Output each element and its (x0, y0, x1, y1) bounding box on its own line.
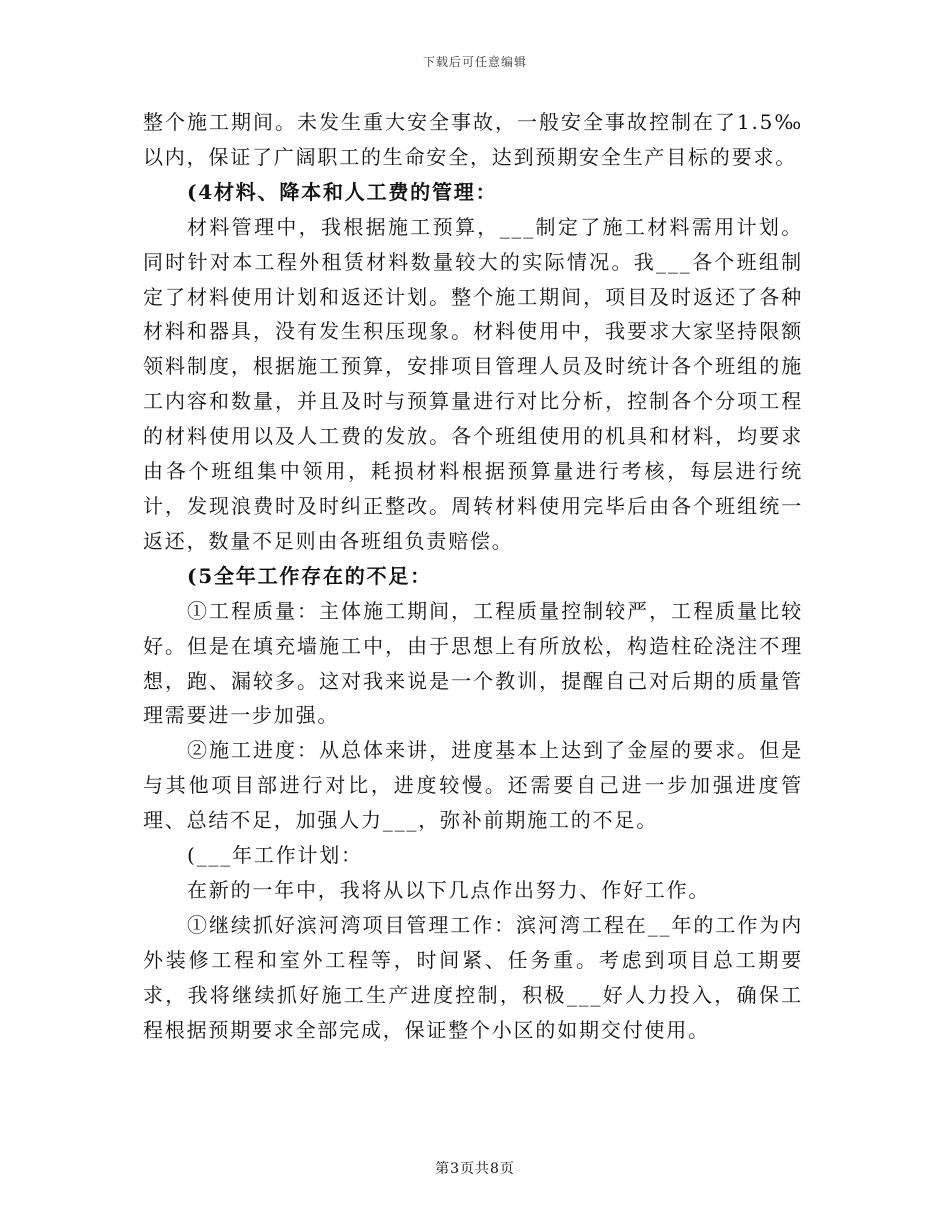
page-header: 下载后可任意编辑 (422, 55, 527, 69)
paragraph-plan-intro: 在新的一年中，我将从以下几点作出努力、作好工作。 (187, 877, 711, 902)
section-heading-plan: (___年工作计划： (187, 843, 363, 868)
paragraph-materials: 材料管理中，我根据施工预算，___制定了施工材料需用计划。同时针对本工程外租赁材料数量较大的实际情况。我___各个班组制定了材料使用计划和返还计划。整个施工期间，项目及时返还了各种材料和器具，没有发生积压现象。材料使用中，我要求大家坚持限额领料制度，根据施工预算，安排项目管理人员及时统计各个班组的施工内容和数量，并且及时与预算量进行对比分析，控制各个分项工程的材料使用以及人工费的发放。各个班组使用的机具和材料，均要求由各个班组集中领用，耗损材料根据预算量进行考核，每层进行统计，发现浪费时及时纠正整改。周转材料使用完毕后由各个班组统一返还，数量不足则由各班组负责赔偿。 (143, 214, 803, 553)
section-heading-5: (5全年工作存在的不足： (187, 563, 432, 588)
page-footer: 第3页共8页 (435, 1161, 515, 1177)
paragraph-plan-item-1: ①继续抓好滨河湾项目管理工作：滨河湾工程在__年的工作为内外装修工程和室外工程等，时间紧、任务重。考虑到项目总工期要求，我将继续抓好施工生产进度控制，积极___好人力投入，确保工程根据预期要求全部完成，保证整个小区的如期交付使用。 (143, 912, 803, 1042)
document-body (143, 105, 803, 1047)
paragraph-progress: ②施工进度：从总体来讲，进度基本上达到了金屋的要求。但是与其他项目部进行对比，进度较慢。还需要自己进一步加强进度管理、总结不足，加强人力___，弥补前期施工的不足。 (143, 738, 803, 833)
paragraph-quality: ①工程质量：主体施工期间，工程质量控制较严，工程质量比较好。但是在填充墙施工中，由于思想上有所放松，构造柱砼浇注不理想，跑、漏较多。这对我来说是一个教训，提醒自己对后期的质量管理需要进一步加强。 (143, 598, 803, 728)
paragraph-1: 整个施工期间。未发生重大安全事故，一般安全事故控制在了1.5‰以内，保证了广阔职工的生命安全，达到预期安全生产目标的要求。 (143, 110, 803, 169)
section-heading-4: (4材料、降本和人工费的管理： (187, 179, 498, 204)
